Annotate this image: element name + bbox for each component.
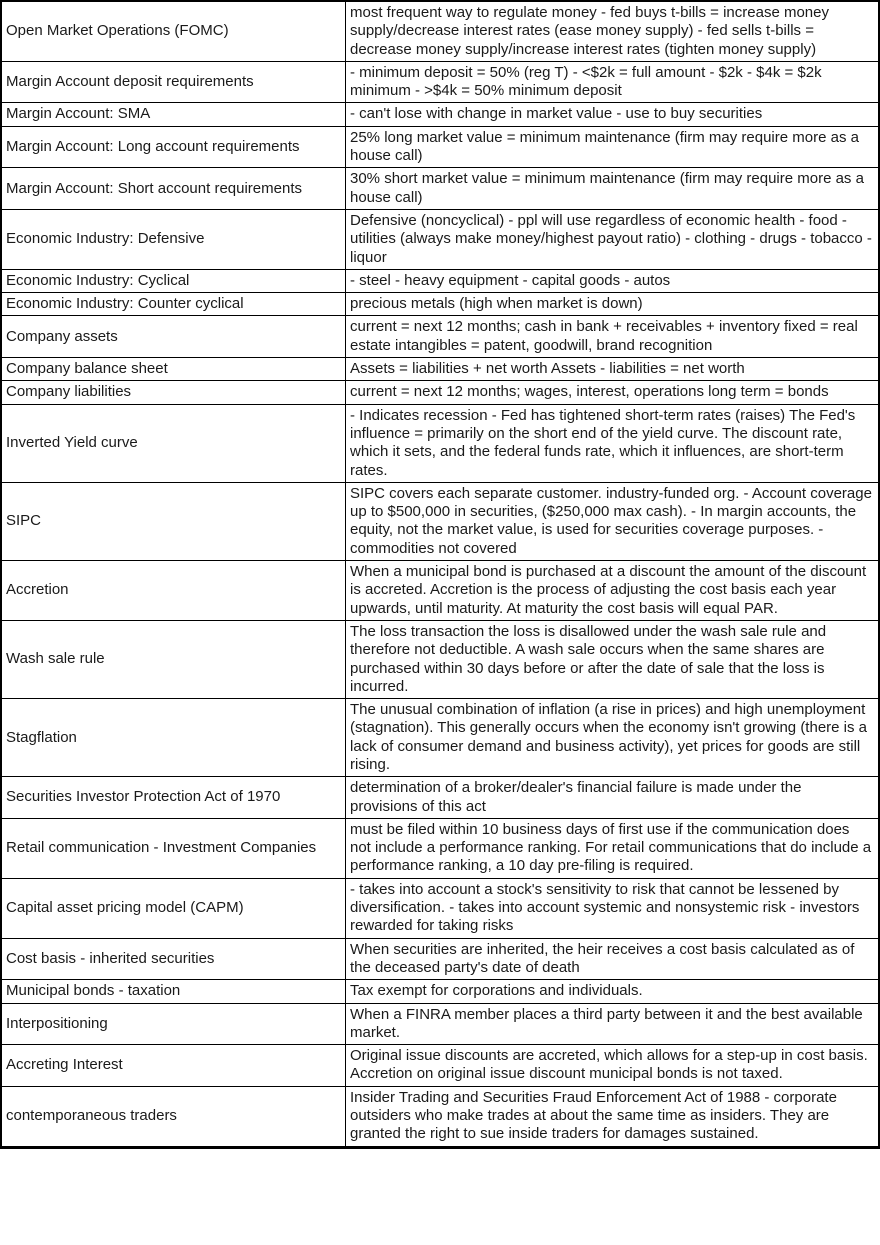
- definition-cell: - takes into account a stock's sensitivity to risk that cannot be lessened by diversification. - takes into account systemic and nonsystemic risk - investors rewarded for taking risks: [346, 878, 880, 938]
- definition-cell: The unusual combination of inflation (a rise in prices) and high unemployment (stagnation). This generally occurs when the economy isn't growing (there is a lack of consumer demand and business activity), yet prices for goods are still rising.: [346, 699, 880, 777]
- table-row: [1, 620, 879, 698]
- term-cell: Margin Account: SMA: [1, 103, 346, 126]
- definition-cell: SIPC covers each separate customer. industry-funded org. - Account coverage up to $500,000 in securities, ($250,000 max cash). - In margin accounts, the equity, not the market value, is used for securities coverage purposes. - commodities not covered: [346, 482, 880, 560]
- table-row: [1, 293, 879, 316]
- table-row: [1, 269, 879, 292]
- table-row: [1, 316, 879, 358]
- definition-cell: must be filed within 10 business days of first use if the communication does not include a performance ranking. For retail communications that do include a performance ranking, a 10 day pre-filing is required.: [346, 818, 880, 878]
- term-cell: Securities Investor Protection Act of 1970: [1, 777, 346, 819]
- term-cell: Retail communication - Investment Companies: [1, 818, 346, 878]
- definition-cell: Original issue discounts are accreted, which allows for a step-up in cost basis. Accretion on original issue discount municipal bonds is not taxed.: [346, 1045, 880, 1087]
- table-row: [1, 381, 879, 404]
- table-row: [1, 980, 879, 1003]
- table-row: [1, 777, 879, 819]
- table-row: [1, 1045, 879, 1087]
- definition-cell: - minimum deposit = 50% (reg T) - <$2k = full amount - $2k - $4k = $2k minimum - >$4k = 50% minimum deposit: [346, 61, 880, 103]
- term-cell: Margin Account: Short account requirements: [1, 168, 346, 210]
- table-row: [1, 126, 879, 168]
- term-cell: Company assets: [1, 316, 346, 358]
- definition-cell: Defensive (noncyclical) - ppl will use regardless of economic health - food - utilities (always make money/highest payout ratio) - clothing - drugs - tobacco - liquor: [346, 209, 880, 269]
- term-cell: SIPC: [1, 482, 346, 560]
- term-cell: Inverted Yield curve: [1, 404, 346, 482]
- table-row: [1, 1086, 879, 1147]
- flashcards-table-body: [1, 1, 879, 1147]
- definition-cell: - Indicates recession - Fed has tightened short-term rates (raises) The Fed's influence = primarily on the short end of the yield curve. The discount rate, which it sets, and the federal funds rate, which it influences, are short-term rates.: [346, 404, 880, 482]
- term-cell: Open Market Operations (FOMC): [1, 1, 346, 61]
- term-cell: Capital asset pricing model (CAPM): [1, 878, 346, 938]
- term-cell: Wash sale rule: [1, 620, 346, 698]
- definition-cell: determination of a broker/dealer's financial failure is made under the provisions of this act: [346, 777, 880, 819]
- definition-cell: When a FINRA member places a third party between it and the best available market.: [346, 1003, 880, 1045]
- definition-cell: 25% long market value = minimum maintenance (firm may require more as a house call): [346, 126, 880, 168]
- definition-cell: Assets = liabilities + net worth Assets - liabilities = net worth: [346, 358, 880, 381]
- table-row: [1, 404, 879, 482]
- table-row: [1, 699, 879, 777]
- definition-cell: current = next 12 months; wages, interest, operations long term = bonds: [346, 381, 880, 404]
- definition-cell: precious metals (high when market is down): [346, 293, 880, 316]
- table-row: [1, 61, 879, 103]
- definition-cell: When securities are inherited, the heir receives a cost basis calculated as of the deceased party's date of death: [346, 938, 880, 980]
- term-cell: Economic Industry: Cyclical: [1, 269, 346, 292]
- definition-cell: most frequent way to regulate money - fed buys t-bills = increase money supply/decrease interest rates (ease money supply) - fed sells t-bills = decrease money supply/increase interest rates (tighten money supply): [346, 1, 880, 61]
- table-row: [1, 103, 879, 126]
- term-cell: Margin Account deposit requirements: [1, 61, 346, 103]
- term-cell: Interpositioning: [1, 1003, 346, 1045]
- term-cell: Stagflation: [1, 699, 346, 777]
- table-row: [1, 482, 879, 560]
- table-row: [1, 938, 879, 980]
- definition-cell: Insider Trading and Securities Fraud Enforcement Act of 1988 - corporate outsiders who make trades at about the same time as insiders. They are granted the right to sue inside traders for damages sustained.: [346, 1086, 880, 1147]
- definition-cell: current = next 12 months; cash in bank + receivables + inventory fixed = real estate intangibles = patent, goodwill, brand recognition: [346, 316, 880, 358]
- term-cell: contemporaneous traders: [1, 1086, 346, 1147]
- term-cell: Economic Industry: Counter cyclical: [1, 293, 346, 316]
- table-row: [1, 818, 879, 878]
- term-cell: Economic Industry: Defensive: [1, 209, 346, 269]
- term-cell: Municipal bonds - taxation: [1, 980, 346, 1003]
- definition-cell: The loss transaction the loss is disallowed under the wash sale rule and therefore not deductible. A wash sale occurs when the same shares are purchased within 30 days before or after the date of sale that the loss is incurred.: [346, 620, 880, 698]
- table-row: [1, 1, 879, 61]
- definition-cell: When a municipal bond is purchased at a discount the amount of the discount is accreted. Accretion is the process of adjusting the cost basis each year upwards, until maturity. At maturity the cost basis will equal PAR.: [346, 561, 880, 621]
- definition-cell: 30% short market value = minimum maintenance (firm may require more as a house call): [346, 168, 880, 210]
- term-cell: Accretion: [1, 561, 346, 621]
- term-cell: Cost basis - inherited securities: [1, 938, 346, 980]
- term-cell: Accreting Interest: [1, 1045, 346, 1087]
- table-row: [1, 1003, 879, 1045]
- term-cell: Company liabilities: [1, 381, 346, 404]
- table-row: [1, 168, 879, 210]
- table-row: [1, 209, 879, 269]
- definition-cell: Tax exempt for corporations and individuals.: [346, 980, 880, 1003]
- table-row: [1, 561, 879, 621]
- term-cell: Margin Account: Long account requirements: [1, 126, 346, 168]
- table-row: [1, 358, 879, 381]
- definition-cell: - steel - heavy equipment - capital goods - autos: [346, 269, 880, 292]
- table-row: [1, 878, 879, 938]
- definition-cell: - can't lose with change in market value - use to buy securities: [346, 103, 880, 126]
- term-cell: Company balance sheet: [1, 358, 346, 381]
